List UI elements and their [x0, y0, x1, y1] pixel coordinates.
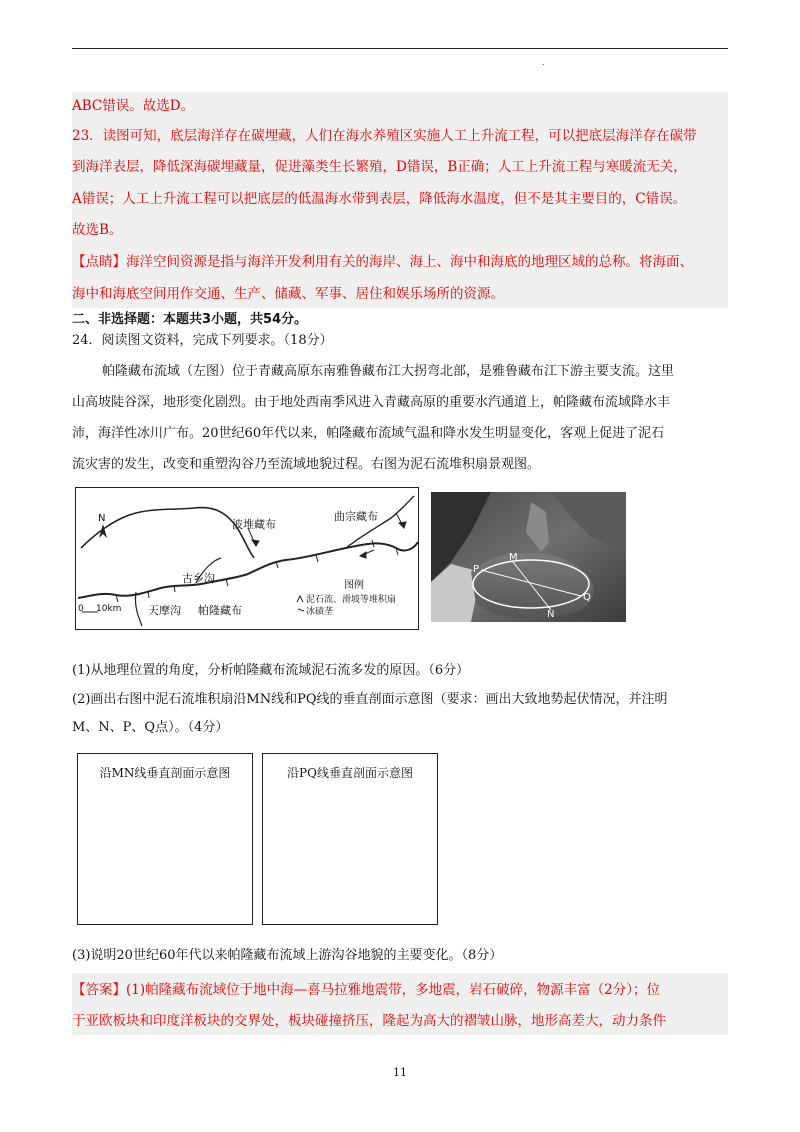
sub-question-2: (2)画出右图中泥石流堆积扇沿MN线和PQ线的垂直剖面示意图（要求：画出大致地势起伏情况，并注明: [72, 692, 668, 707]
page-number: 11: [393, 1066, 407, 1079]
dianjing-line: 海中和海底空间用作交通、生产、储藏、军事、居住和娱乐场所的资源。: [72, 286, 504, 302]
intro-line: 流灾害的发生，改变和重塑沟谷乃至流域地貌过程。右图为泥石流堆积扇景观图。: [72, 457, 541, 472]
dianjing-line: [72, 252, 693, 272]
fan-legend-icon: [297, 596, 303, 602]
dianjing-tag: 【点睛】: [72, 254, 126, 270]
pq-profile-box[interactable]: [262, 753, 438, 925]
basin-map: [75, 487, 419, 630]
point-label-p: P: [473, 564, 480, 575]
sub-question-3: (3)说明20世纪60年代以来帕隆藏布流域上游沟谷地貌的主要变化。（8分）: [72, 948, 503, 963]
header-dot: .: [542, 58, 545, 67]
answer-line: 于亚欧板块和印度洋板块的交界处，板块碰撞挤压，隆起为高大的褶皱山脉，地形高差大，动力条件: [72, 1013, 666, 1029]
river-tianmo: [135, 592, 142, 626]
point-label-n: N: [547, 609, 555, 620]
answer-line: 故选B。: [72, 222, 123, 238]
place-label: 古乡沟: [182, 572, 215, 585]
question-header: 24．阅读图文资料，完成下列要求。（18分）: [72, 333, 333, 348]
answer-line: A错误；人工上升流工程可以把底层的低温海水带到表层，降低海水温度，但不是其主要目的，C错误。: [72, 191, 687, 207]
intro-line: 山高坡陡谷深，地形变化剧烈。由于地处西南季风进入青藏高原的重要水汽通道上，帕隆藏布流域降水丰: [72, 395, 671, 410]
place-label: 曲宗藏布: [334, 510, 378, 523]
answer-line: [72, 980, 660, 1000]
sub-question-2-cont: M、N、P、Q点）。（4分）: [72, 720, 229, 735]
north-label: N: [98, 513, 106, 524]
intro-line: 沛，海洋性冰川广布。20世纪60年代以来，帕隆藏布流域气温和降水发生明显变化，客观上促进了泥石: [72, 426, 665, 441]
answer-line: 23．读图可知，底层海洋存在碳埋藏，人们在海水养殖区实施人工上升流工程，可以把底层海洋存在碳带: [72, 128, 697, 144]
debris-fan-photo-svg: [431, 492, 626, 622]
fan-marks: [116, 540, 398, 602]
basin-map-svg: [76, 488, 418, 629]
scale-label-zero: 0: [78, 604, 84, 614]
scale-label-10km: 10km: [96, 604, 122, 614]
section-title: 二、非选择题：本题共3小题，共54分。: [72, 312, 308, 327]
legend-title: 图例: [344, 580, 364, 591]
moraine-legend-icon: [298, 609, 304, 611]
legend-item: 冰碛垄: [306, 607, 334, 617]
mn-profile-title: 沿MN线垂直剖面示意图: [99, 766, 231, 780]
place-label: 帕隆藏布: [198, 604, 242, 617]
answer-tag: 【答案】: [72, 982, 126, 998]
dianjing-text: 海洋空间资源是指与海洋开发利用有关的海岸、海上、海中和海底的地理区域的总称。将海面、: [126, 254, 693, 270]
mn-profile-box[interactable]: [77, 753, 253, 925]
river-parlung: [78, 542, 418, 598]
answer-text: (1)帕隆藏布流域位于地中海—喜马拉雅地震带，多地震，岩石破碎，物源丰富（2分）；位: [126, 982, 660, 998]
pq-profile-title: 沿PQ线垂直剖面示意图: [287, 766, 413, 780]
debris-fan-photo: [431, 492, 626, 622]
point-label-m: M: [509, 552, 518, 563]
answer-line: 到海洋表层，降低深海碳埋藏量，促进藻类生长繁殖，D错误，B正确；人工上升流工程与寒暖流无关，: [72, 159, 687, 175]
legend-item: 泥石流、滑坡等堆积扇: [306, 595, 397, 605]
header-rule: [72, 48, 728, 49]
intro-line: 帕隆藏布流域（左图）位于青藏高原东南雅鲁藏布江大拐弯北部，是雅鲁藏布江下游主要支流。这里: [102, 364, 675, 379]
sub-question-1: (1)从地理位置的角度，分析帕隆藏布流域泥石流多发的原因。（6分）: [72, 663, 470, 678]
point-label-q: Q: [583, 592, 591, 603]
answer-line: ABC错误。故选D。: [72, 98, 195, 114]
place-label: 天摩沟: [148, 604, 181, 617]
place-label: 波堆藏布: [232, 518, 276, 531]
